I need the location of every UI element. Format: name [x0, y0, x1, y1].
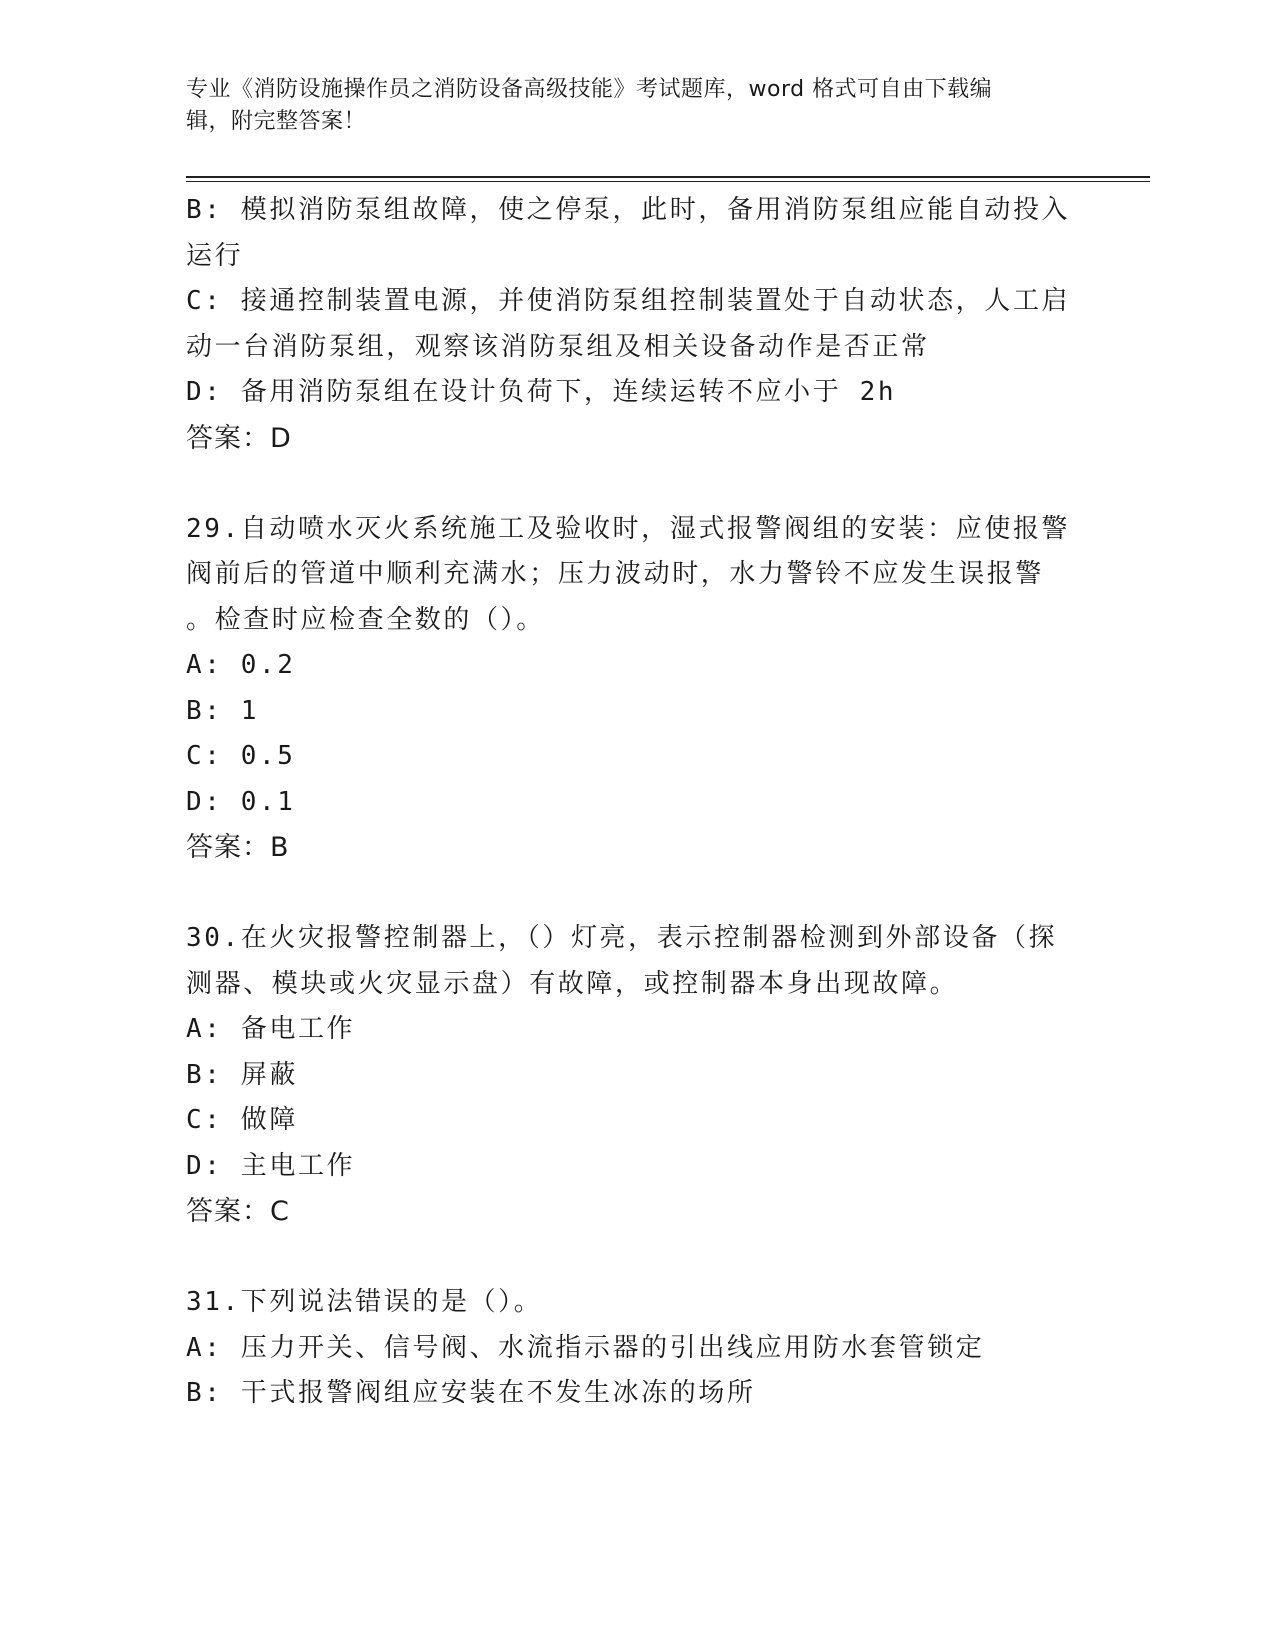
- option-c: C: 做障: [186, 1105, 298, 1135]
- option-b-line-2: 运行: [186, 240, 244, 271]
- question-29: [186, 507, 1086, 871]
- question-gap: [186, 461, 1086, 507]
- option-b: B: 屏蔽: [186, 1059, 298, 1090]
- page-header: [186, 74, 1066, 138]
- header-rule-thin: [186, 181, 1150, 182]
- question-stem-line-1: 30.在火灾报警控制器上，（）灯亮，表示控制器检测到外部设备（探: [186, 923, 1058, 953]
- answer-line: 答案：B: [186, 832, 290, 863]
- question-stem-line-1: 31.下列说法错误的是（）。: [186, 1287, 543, 1317]
- question-stem-line-3: 。检查时应检查全数的（）。: [186, 604, 545, 635]
- option-b: B: 干式报警阀组应安装在不发生冰冻的场所: [186, 1378, 756, 1408]
- question-31: [186, 1280, 1086, 1417]
- question-28-tail: [186, 188, 1086, 461]
- option-b-line-1: B: 模拟消防泵组故障，使之停泵，此时，备用消防泵组应能自动投入: [186, 195, 1071, 225]
- question-30: [186, 916, 1086, 1235]
- answer-line: 答案：C: [186, 1196, 290, 1227]
- option-c-line-1: C: 接通控制装置电源，并使消防泵组控制装置处于自动状态，人工启: [186, 286, 1071, 316]
- header-rule-thick: [186, 176, 1150, 178]
- option-a: A: 压力开关、信号阀、水流指示器的引出线应用防水套管锁定: [186, 1332, 985, 1363]
- option-c: C: 0.5: [186, 741, 296, 771]
- answer-line: 答案：D: [186, 422, 292, 454]
- option-b: B: 1: [186, 695, 260, 726]
- option-c-line-2: 动一台消防泵组，观察该消防泵组及相关设备动作是否正常: [186, 331, 930, 362]
- question-stem-line-1: 29.自动喷水灭火系统施工及验收时，湿式报警阀组的安装：应使报警: [186, 513, 1071, 544]
- header-line-2: 辑，附完整答案！: [186, 109, 367, 134]
- option-d: D: 0.1: [186, 786, 296, 817]
- question-stem-line-2: 测器、模块或火灾显示盘）有故障，或控制器本身出现故障。: [186, 968, 959, 999]
- question-gap: [186, 1235, 1086, 1281]
- option-a: A: 0.2: [186, 650, 296, 680]
- question-stem-line-2: 阀前后的管道中顺利充满水；压力波动时，水力警铃不应发生误报警: [186, 559, 1045, 589]
- option-d: D: 主电工作: [186, 1150, 356, 1181]
- option-a: A: 备电工作: [186, 1014, 356, 1044]
- question-gap: [186, 871, 1086, 917]
- option-d: D: 备用消防泵组在设计负荷下，连续运转不应小于 2h: [186, 377, 897, 407]
- header-line-1: 专业《消防设施操作员之消防设备高级技能》考试题库，word 格式可自由下载编: [186, 77, 993, 102]
- question-content: [186, 188, 1086, 1417]
